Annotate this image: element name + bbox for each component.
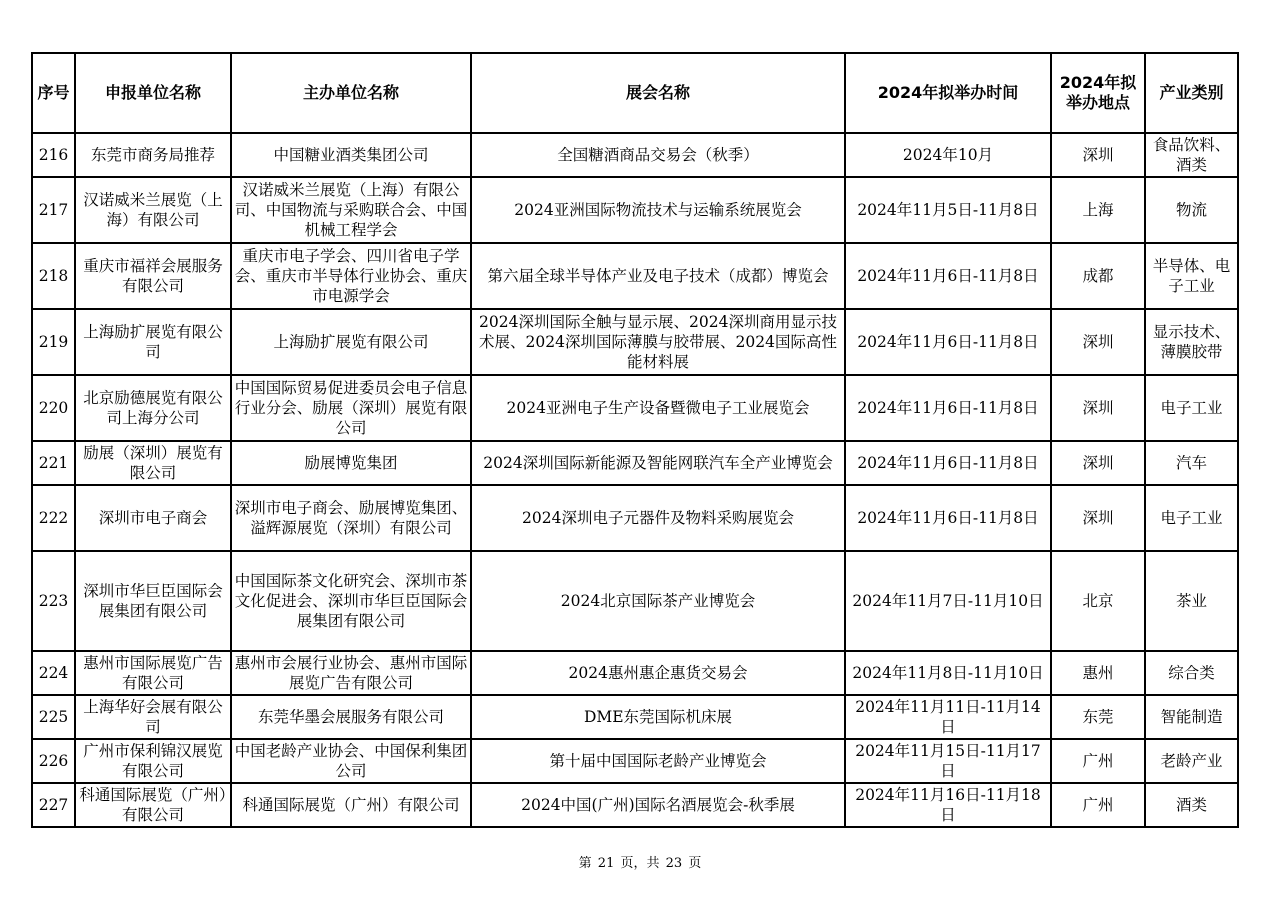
industry-cell: 显示技术、薄膜胶带 <box>1145 309 1238 375</box>
place-cell: 广州 <box>1051 739 1145 783</box>
time-cell: 2024年11月6日-11月8日 <box>845 309 1051 375</box>
row-number: 224 <box>32 651 75 695</box>
row-number: 219 <box>32 309 75 375</box>
applicant-cell: 上海励扩展览有限公司 <box>75 309 231 375</box>
time-cell: 2024年11月11日-11月14日 <box>845 695 1051 739</box>
page-number: 21 <box>597 856 615 871</box>
applicant-cell: 励展（深圳）展览有限公司 <box>75 441 231 485</box>
exhibition-cell: 全国糖酒商品交易会（秋季） <box>471 133 845 177</box>
industry-cell: 汽车 <box>1145 441 1238 485</box>
footer-prefix: 第 <box>578 856 592 871</box>
time-cell: 2024年11月6日-11月8日 <box>845 485 1051 551</box>
row-number: 226 <box>32 739 75 783</box>
industry-cell: 老龄产业 <box>1145 739 1238 783</box>
row-number: 217 <box>32 177 75 243</box>
industry-cell: 综合类 <box>1145 651 1238 695</box>
industry-cell: 酒类 <box>1145 783 1238 827</box>
exhibition-cell: 第六届全球半导体产业及电子技术（成都）博览会 <box>471 243 845 309</box>
footer-suffix: 页 <box>688 856 702 871</box>
row-number: 218 <box>32 243 75 309</box>
applicant-cell: 深圳市华巨臣国际会展集团有限公司 <box>75 551 231 651</box>
row-number: 221 <box>32 441 75 485</box>
applicant-cell: 广州市保利锦汉展览有限公司 <box>75 739 231 783</box>
applicant-cell: 惠州市国际展览广告有限公司 <box>75 651 231 695</box>
time-cell: 2024年11月6日-11月8日 <box>845 243 1051 309</box>
time-cell: 2024年11月8日-11月10日 <box>845 651 1051 695</box>
table-row <box>32 783 1238 827</box>
exhibition-cell: 2024中国(广州)国际名酒展览会-秋季展 <box>471 783 845 827</box>
table-row <box>32 651 1238 695</box>
row-number: 223 <box>32 551 75 651</box>
time-cell: 2024年10月 <box>845 133 1051 177</box>
industry-cell: 茶业 <box>1145 551 1238 651</box>
row-number: 222 <box>32 485 75 551</box>
place-cell: 上海 <box>1051 177 1145 243</box>
applicant-cell: 汉诺威米兰展览（上海）有限公司 <box>75 177 231 243</box>
organizer-cell: 中国国际贸易促进委员会电子信息行业分会、励展（深圳）展览有限公司 <box>231 375 471 441</box>
exhibition-cell: 2024深圳电子元器件及物料采购展览会 <box>471 485 845 551</box>
applicant-cell: 重庆市福祥会展服务有限公司 <box>75 243 231 309</box>
page-footer <box>0 852 1280 871</box>
time-cell: 2024年11月6日-11月8日 <box>845 441 1051 485</box>
header-cell: 主办单位名称 <box>231 53 471 133</box>
place-cell: 深圳 <box>1051 375 1145 441</box>
row-number: 220 <box>32 375 75 441</box>
organizer-cell: 东莞华墨会展服务有限公司 <box>231 695 471 739</box>
table-row <box>32 485 1238 551</box>
organizer-cell: 中国老龄产业协会、中国保利集团公司 <box>231 739 471 783</box>
exhibition-cell: 2024亚洲国际物流技术与运输系统展览会 <box>471 177 845 243</box>
place-cell: 深圳 <box>1051 133 1145 177</box>
applicant-cell: 科通国际展览（广州）有限公司 <box>75 783 231 827</box>
organizer-cell: 深圳市电子商会、励展博览集团、溢辉源展览（深圳）有限公司 <box>231 485 471 551</box>
header-cell: 2024年拟举办地点 <box>1051 53 1145 133</box>
organizer-cell: 惠州市会展行业协会、惠州市国际展览广告有限公司 <box>231 651 471 695</box>
industry-cell: 电子工业 <box>1145 375 1238 441</box>
exhibition-cell: 2024惠州惠企惠货交易会 <box>471 651 845 695</box>
table-row <box>32 441 1238 485</box>
place-cell: 深圳 <box>1051 309 1145 375</box>
place-cell: 广州 <box>1051 783 1145 827</box>
organizer-cell: 重庆市电子学会、四川省电子学会、重庆市半导体行业协会、重庆市电源学会 <box>231 243 471 309</box>
exhibition-cell: 2024亚洲电子生产设备暨微电子工业展览会 <box>471 375 845 441</box>
industry-cell: 半导体、电子工业 <box>1145 243 1238 309</box>
footer-mid: 页，共 <box>620 856 660 871</box>
total-pages: 23 <box>665 856 683 871</box>
table-row <box>32 243 1238 309</box>
header-cell: 产业类别 <box>1145 53 1238 133</box>
table-row <box>32 375 1238 441</box>
applicant-cell: 北京励德展览有限公司上海分公司 <box>75 375 231 441</box>
applicant-cell: 东莞市商务局推荐 <box>75 133 231 177</box>
exhibition-table <box>31 52 1239 828</box>
table-row <box>32 309 1238 375</box>
exhibition-cell: 第十届中国国际老龄产业博览会 <box>471 739 845 783</box>
organizer-cell: 科通国际展览（广州）有限公司 <box>231 783 471 827</box>
exhibition-cell: 2024北京国际茶产业博览会 <box>471 551 845 651</box>
industry-cell: 食品饮料、酒类 <box>1145 133 1238 177</box>
time-cell: 2024年11月6日-11月8日 <box>845 375 1051 441</box>
place-cell: 深圳 <box>1051 485 1145 551</box>
time-cell: 2024年11月7日-11月10日 <box>845 551 1051 651</box>
header-cell: 展会名称 <box>471 53 845 133</box>
place-cell: 惠州 <box>1051 651 1145 695</box>
exhibition-cell: 2024深圳国际全触与显示展、2024深圳商用显示技术展、2024深圳国际薄膜与胶带展、2024国际高性能材料展 <box>471 309 845 375</box>
table-row <box>32 739 1238 783</box>
exhibition-cell: 2024深圳国际新能源及智能网联汽车全产业博览会 <box>471 441 845 485</box>
table-row <box>32 551 1238 651</box>
place-cell: 东莞 <box>1051 695 1145 739</box>
industry-cell: 电子工业 <box>1145 485 1238 551</box>
time-cell: 2024年11月16日-11月18日 <box>845 783 1051 827</box>
row-number: 225 <box>32 695 75 739</box>
table-row <box>32 695 1238 739</box>
header-cell: 序号 <box>32 53 75 133</box>
table-header-row <box>32 53 1238 133</box>
applicant-cell: 上海华好会展有限公司 <box>75 695 231 739</box>
industry-cell: 智能制造 <box>1145 695 1238 739</box>
time-cell: 2024年11月15日-11月17日 <box>845 739 1051 783</box>
organizer-cell: 上海励扩展览有限公司 <box>231 309 471 375</box>
applicant-cell: 深圳市电子商会 <box>75 485 231 551</box>
header-cell: 申报单位名称 <box>75 53 231 133</box>
table-body <box>32 133 1238 827</box>
header-cell: 2024年拟举办时间 <box>845 53 1051 133</box>
organizer-cell: 中国国际茶文化研究会、深圳市茶文化促进会、深圳市华巨臣国际会展集团有限公司 <box>231 551 471 651</box>
table-row <box>32 133 1238 177</box>
exhibition-cell: DME东莞国际机床展 <box>471 695 845 739</box>
table-row <box>32 177 1238 243</box>
place-cell: 深圳 <box>1051 441 1145 485</box>
organizer-cell: 励展博览集团 <box>231 441 471 485</box>
organizer-cell: 汉诺威米兰展览（上海）有限公司、中国物流与采购联合会、中国机械工程学会 <box>231 177 471 243</box>
row-number: 227 <box>32 783 75 827</box>
row-number: 216 <box>32 133 75 177</box>
place-cell: 成都 <box>1051 243 1145 309</box>
organizer-cell: 中国糖业酒类集团公司 <box>231 133 471 177</box>
place-cell: 北京 <box>1051 551 1145 651</box>
time-cell: 2024年11月5日-11月8日 <box>845 177 1051 243</box>
industry-cell: 物流 <box>1145 177 1238 243</box>
